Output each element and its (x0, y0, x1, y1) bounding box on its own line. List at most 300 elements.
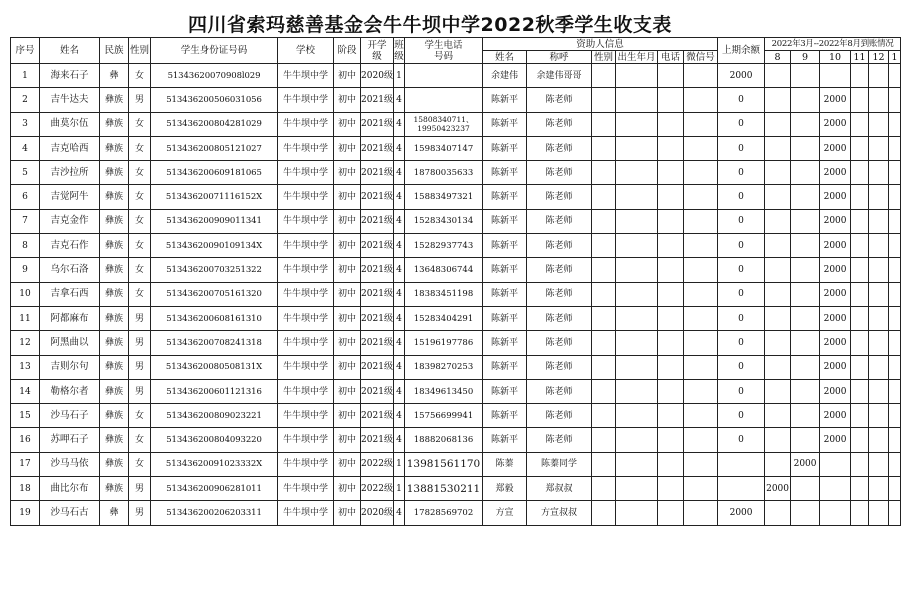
cell-no: 5 (11, 161, 40, 185)
cell-gender: 女 (129, 112, 151, 136)
cell-gender: 女 (129, 185, 151, 209)
cell-balance: 0 (718, 258, 765, 282)
cell-month-1 (889, 136, 901, 160)
cell-sponsor-phone (658, 112, 684, 136)
cell-sponsor-phone (658, 88, 684, 112)
cell-name: 沙马石古 (40, 501, 100, 525)
cell-id-number: 513436200705161320 (151, 282, 278, 306)
cell-month-11 (851, 209, 869, 233)
cell-month-1 (889, 209, 901, 233)
cell-gender: 男 (129, 379, 151, 403)
cell-month-11 (851, 258, 869, 282)
cell-balance (718, 477, 765, 501)
cell-month-11 (851, 379, 869, 403)
cell-sponsor-title: 陈老师 (527, 161, 592, 185)
cell-sponsor-name: 陈新平 (483, 258, 527, 282)
cell-month-1 (889, 306, 901, 330)
cell-month-10: 2000 (820, 161, 851, 185)
cell-entry-year: 2021级 (361, 136, 394, 160)
cell-sponsor-title: 陈老师 (527, 355, 592, 379)
cell-school: 牛牛坝中学 (278, 136, 334, 160)
cell-month-8 (765, 355, 791, 379)
cell-month-10 (820, 501, 851, 525)
table-row (11, 282, 901, 306)
cell-ethnicity: 彝族 (100, 258, 129, 282)
cell-class: 4 (394, 161, 405, 185)
cell-sponsor-gender (592, 404, 616, 428)
cell-stage: 初中 (334, 88, 361, 112)
cell-no: 12 (11, 331, 40, 355)
cell-month-12 (869, 477, 889, 501)
cell-month-9 (791, 258, 820, 282)
cell-class: 4 (394, 88, 405, 112)
col-header-month-12: 12 (869, 51, 889, 64)
col-header-school: 学校 (278, 38, 334, 64)
cell-sponsor-phone (658, 452, 684, 476)
cell-gender: 男 (129, 355, 151, 379)
cell-id-number: 513436200206203311 (151, 501, 278, 525)
cell-no: 10 (11, 282, 40, 306)
table-row (11, 234, 901, 258)
cell-month-1 (889, 88, 901, 112)
cell-entry-year: 2021级 (361, 404, 394, 428)
cell-month-9 (791, 112, 820, 136)
cell-phone: 18780035633 (405, 161, 483, 185)
cell-phone: 15756699941 (405, 404, 483, 428)
cell-sponsor-gender (592, 306, 616, 330)
cell-sponsor-name: 陈新平 (483, 355, 527, 379)
cell-no: 18 (11, 477, 40, 501)
cell-entry-year: 2021级 (361, 258, 394, 282)
cell-entry-year: 2021级 (361, 306, 394, 330)
cell-id-number: 513436200804093220 (151, 428, 278, 452)
table-row (11, 136, 901, 160)
cell-balance: 0 (718, 161, 765, 185)
cell-ethnicity: 彝族 (100, 282, 129, 306)
cell-name: 曲莫尔伍 (40, 112, 100, 136)
cell-sponsor-wechat (684, 136, 718, 160)
cell-sponsor-phone (658, 379, 684, 403)
cell-gender: 女 (129, 452, 151, 476)
cell-phone: 15283430134 (405, 209, 483, 233)
cell-balance: 2000 (718, 64, 765, 88)
cell-month-8 (765, 452, 791, 476)
cell-balance (718, 452, 765, 476)
col-header-month-9: 9 (791, 51, 820, 64)
col-header-month-8: 8 (765, 51, 791, 64)
cell-month-10: 2000 (820, 331, 851, 355)
cell-month-8 (765, 379, 791, 403)
cell-no: 13 (11, 355, 40, 379)
cell-sponsor-name: 陈新平 (483, 428, 527, 452)
table-row (11, 185, 901, 209)
cell-id-number: 51343620070908l029 (151, 64, 278, 88)
cell-sponsor-phone (658, 404, 684, 428)
cell-sponsor-name: 陈新平 (483, 404, 527, 428)
cell-month-9 (791, 355, 820, 379)
cell-sponsor-phone (658, 501, 684, 525)
cell-ethnicity: 彝 (100, 501, 129, 525)
cell-sponsor-birth (616, 112, 658, 136)
cell-class: 4 (394, 234, 405, 258)
cell-sponsor-phone (658, 258, 684, 282)
cell-month-8 (765, 136, 791, 160)
cell-sponsor-birth (616, 452, 658, 476)
cell-ethnicity: 彝族 (100, 355, 129, 379)
table-row (11, 404, 901, 428)
cell-gender: 男 (129, 477, 151, 501)
cell-school: 牛牛坝中学 (278, 501, 334, 525)
cell-sponsor-phone (658, 185, 684, 209)
cell-sponsor-birth (616, 428, 658, 452)
cell-sponsor-wechat (684, 282, 718, 306)
cell-no: 1 (11, 64, 40, 88)
cell-sponsor-title: 方宣叔叔 (527, 501, 592, 525)
cell-entry-year: 2021级 (361, 161, 394, 185)
cell-school: 牛牛坝中学 (278, 88, 334, 112)
cell-month-9 (791, 136, 820, 160)
cell-sponsor-phone (658, 161, 684, 185)
cell-sponsor-name: 陈新平 (483, 379, 527, 403)
cell-school: 牛牛坝中学 (278, 452, 334, 476)
cell-month-11 (851, 452, 869, 476)
cell-month-10: 2000 (820, 209, 851, 233)
cell-ethnicity: 彝族 (100, 234, 129, 258)
cell-sponsor-gender (592, 258, 616, 282)
col-header-ethnicity: 民族 (100, 38, 129, 64)
cell-sponsor-birth (616, 379, 658, 403)
cell-name: 吉克金作 (40, 209, 100, 233)
cell-class: 1 (394, 477, 405, 501)
cell-name: 吉觉阿牛 (40, 185, 100, 209)
cell-ethnicity: 彝族 (100, 136, 129, 160)
cell-sponsor-gender (592, 112, 616, 136)
cell-month-10: 2000 (820, 88, 851, 112)
cell-id-number: 513436200805121027 (151, 136, 278, 160)
cell-school: 牛牛坝中学 (278, 331, 334, 355)
cell-no: 16 (11, 428, 40, 452)
cell-month-11 (851, 306, 869, 330)
cell-phone: 18882068136 (405, 428, 483, 452)
header-row-top (11, 38, 901, 51)
cell-balance: 0 (718, 234, 765, 258)
cell-id-number: 51343620071116152X (151, 185, 278, 209)
cell-month-11 (851, 88, 869, 112)
cell-stage: 初中 (334, 428, 361, 452)
cell-month-8 (765, 428, 791, 452)
table-row (11, 258, 901, 282)
cell-sponsor-title: 陈蓁同学 (527, 452, 592, 476)
table-row (11, 331, 901, 355)
cell-sponsor-wechat (684, 306, 718, 330)
cell-month-8 (765, 161, 791, 185)
cell-sponsor-birth (616, 355, 658, 379)
cell-month-8 (765, 501, 791, 525)
cell-sponsor-birth (616, 258, 658, 282)
cell-sponsor-gender (592, 136, 616, 160)
cell-class: 1 (394, 452, 405, 476)
cell-phone: 15196197786 (405, 331, 483, 355)
cell-no: 3 (11, 112, 40, 136)
col-header-sponsor-title: 称呼 (527, 51, 592, 64)
cell-phone: 15282937743 (405, 234, 483, 258)
cell-month-8 (765, 258, 791, 282)
cell-entry-year: 2021级 (361, 88, 394, 112)
cell-class: 4 (394, 355, 405, 379)
cell-id-number: 513436200804281029 (151, 112, 278, 136)
cell-stage: 初中 (334, 64, 361, 88)
cell-no: 4 (11, 136, 40, 160)
cell-sponsor-title: 陈老师 (527, 331, 592, 355)
cell-name: 阿都麻布 (40, 306, 100, 330)
table-row (11, 379, 901, 403)
cell-entry-year: 2021级 (361, 209, 394, 233)
cell-id-number: 51343620080508131X (151, 355, 278, 379)
cell-class: 4 (394, 428, 405, 452)
cell-sponsor-title: 陈老师 (527, 282, 592, 306)
cell-month-12 (869, 234, 889, 258)
cell-sponsor-phone (658, 282, 684, 306)
cell-sponsor-name: 陈新平 (483, 185, 527, 209)
cell-ethnicity: 彝族 (100, 452, 129, 476)
cell-school: 牛牛坝中学 (278, 355, 334, 379)
cell-name: 吉克哈西 (40, 136, 100, 160)
col-header-gender: 性别 (129, 38, 151, 64)
cell-month-8 (765, 112, 791, 136)
cell-school: 牛牛坝中学 (278, 258, 334, 282)
cell-id-number: 513436200506031056 (151, 88, 278, 112)
col-header-entry: 开学级 (361, 38, 394, 64)
cell-phone (405, 64, 483, 88)
cell-month-8 (765, 185, 791, 209)
cell-sponsor-phone (658, 136, 684, 160)
cell-month-9 (791, 88, 820, 112)
cell-entry-year: 2022级 (361, 452, 394, 476)
cell-month-8 (765, 64, 791, 88)
cell-gender: 女 (129, 161, 151, 185)
cell-sponsor-gender (592, 331, 616, 355)
cell-id-number: 513436200608161310 (151, 306, 278, 330)
col-header-sponsor-phone: 电话 (658, 51, 684, 64)
cell-month-12 (869, 161, 889, 185)
cell-month-8: 2000 (765, 477, 791, 501)
table-row (11, 209, 901, 233)
cell-month-8 (765, 306, 791, 330)
cell-month-9 (791, 161, 820, 185)
cell-class: 4 (394, 112, 405, 136)
cell-month-1 (889, 258, 901, 282)
cell-month-11 (851, 185, 869, 209)
cell-month-9 (791, 404, 820, 428)
cell-sponsor-gender (592, 428, 616, 452)
cell-no: 15 (11, 404, 40, 428)
cell-sponsor-phone (658, 209, 684, 233)
cell-sponsor-gender (592, 355, 616, 379)
cell-id-number: 51343620091023332X (151, 452, 278, 476)
cell-entry-year: 2021级 (361, 428, 394, 452)
cell-sponsor-wechat (684, 209, 718, 233)
cell-sponsor-gender (592, 209, 616, 233)
cell-entry-year: 2020级 (361, 64, 394, 88)
cell-month-10: 2000 (820, 428, 851, 452)
cell-id-number: 513436200609181065 (151, 161, 278, 185)
cell-class: 4 (394, 306, 405, 330)
cell-stage: 初中 (334, 477, 361, 501)
cell-sponsor-gender (592, 477, 616, 501)
col-header-id: 学生身份证号码 (151, 38, 278, 64)
cell-stage: 初中 (334, 112, 361, 136)
cell-sponsor-wechat (684, 161, 718, 185)
cell-sponsor-name: 方宣 (483, 501, 527, 525)
cell-sponsor-phone (658, 355, 684, 379)
cell-sponsor-title: 陈老师 (527, 136, 592, 160)
col-header-period: 2022年3月--2022年8月到账情况 (765, 38, 901, 51)
cell-balance: 0 (718, 282, 765, 306)
col-header-sponsor-group: 资助人信息 (483, 38, 718, 51)
cell-month-9 (791, 331, 820, 355)
cell-name: 吉牛达夫 (40, 88, 100, 112)
cell-phone: 15808340711、19950423237 (405, 112, 483, 136)
cell-school: 牛牛坝中学 (278, 477, 334, 501)
cell-stage: 初中 (334, 331, 361, 355)
cell-month-11 (851, 404, 869, 428)
cell-sponsor-gender (592, 88, 616, 112)
cell-month-11 (851, 136, 869, 160)
cell-month-10: 2000 (820, 355, 851, 379)
cell-sponsor-title: 陈老师 (527, 258, 592, 282)
cell-sponsor-birth (616, 209, 658, 233)
cell-month-11 (851, 64, 869, 88)
cell-stage: 初中 (334, 136, 361, 160)
cell-sponsor-gender (592, 452, 616, 476)
cell-month-12 (869, 258, 889, 282)
cell-entry-year: 2022级 (361, 477, 394, 501)
table-row (11, 88, 901, 112)
cell-phone: 17828569702 (405, 501, 483, 525)
cell-balance: 0 (718, 379, 765, 403)
cell-name: 吉拿石西 (40, 282, 100, 306)
col-header-name: 姓名 (40, 38, 100, 64)
cell-class: 4 (394, 331, 405, 355)
cell-sponsor-wechat (684, 331, 718, 355)
cell-sponsor-title: 陈老师 (527, 209, 592, 233)
cell-sponsor-gender (592, 282, 616, 306)
cell-entry-year: 2021级 (361, 331, 394, 355)
cell-gender: 女 (129, 428, 151, 452)
cell-month-10: 2000 (820, 282, 851, 306)
cell-gender: 女 (129, 234, 151, 258)
cell-month-12 (869, 355, 889, 379)
cell-balance: 0 (718, 185, 765, 209)
cell-sponsor-phone (658, 477, 684, 501)
cell-ethnicity: 彝族 (100, 209, 129, 233)
cell-month-12 (869, 404, 889, 428)
cell-school: 牛牛坝中学 (278, 64, 334, 88)
cell-stage: 初中 (334, 404, 361, 428)
cell-sponsor-name: 陈蓁 (483, 452, 527, 476)
cell-month-10: 2000 (820, 306, 851, 330)
cell-gender: 女 (129, 404, 151, 428)
cell-no: 6 (11, 185, 40, 209)
cell-id-number: 513436200909011341 (151, 209, 278, 233)
cell-sponsor-wechat (684, 428, 718, 452)
cell-sponsor-gender (592, 64, 616, 88)
cell-balance: 2000 (718, 501, 765, 525)
cell-class: 4 (394, 404, 405, 428)
cell-gender: 女 (129, 209, 151, 233)
cell-sponsor-name: 陈新平 (483, 331, 527, 355)
table-row (11, 112, 901, 136)
cell-sponsor-name: 余建伟 (483, 64, 527, 88)
col-header-sponsor-birth: 出生年月 (617, 51, 656, 63)
cell-stage: 初中 (334, 258, 361, 282)
cell-sponsor-birth (616, 477, 658, 501)
cell-ethnicity: 彝族 (100, 331, 129, 355)
cell-ethnicity: 彝族 (100, 88, 129, 112)
cell-month-1 (889, 428, 901, 452)
cell-month-11 (851, 112, 869, 136)
cell-month-9 (791, 477, 820, 501)
cell-sponsor-wechat (684, 404, 718, 428)
cell-sponsor-wechat (684, 64, 718, 88)
cell-month-10: 2000 (820, 379, 851, 403)
cell-no: 17 (11, 452, 40, 476)
cell-balance: 0 (718, 306, 765, 330)
cell-month-11 (851, 161, 869, 185)
cell-month-12 (869, 501, 889, 525)
cell-month-10 (820, 64, 851, 88)
cell-sponsor-birth (616, 136, 658, 160)
ledger-body (11, 64, 901, 526)
cell-balance: 0 (718, 428, 765, 452)
cell-sponsor-title: 陈老师 (527, 404, 592, 428)
table-row (11, 161, 901, 185)
cell-phone: 18398270253 (405, 355, 483, 379)
cell-entry-year: 2021级 (361, 282, 394, 306)
cell-month-12 (869, 112, 889, 136)
cell-no: 14 (11, 379, 40, 403)
cell-sponsor-birth (616, 88, 658, 112)
cell-sponsor-birth (616, 234, 658, 258)
student-ledger-table (10, 37, 901, 526)
cell-sponsor-title: 陈老师 (527, 185, 592, 209)
cell-gender: 女 (129, 282, 151, 306)
cell-sponsor-title: 陈老师 (527, 306, 592, 330)
cell-month-1 (889, 379, 901, 403)
col-header-balance: 上期余额 (718, 38, 765, 64)
cell-ethnicity: 彝族 (100, 379, 129, 403)
cell-sponsor-name: 陈新平 (483, 234, 527, 258)
cell-ethnicity: 彝族 (100, 161, 129, 185)
cell-school: 牛牛坝中学 (278, 209, 334, 233)
cell-sponsor-birth (616, 185, 658, 209)
cell-sponsor-phone (658, 64, 684, 88)
cell-phone (405, 88, 483, 112)
table-row (11, 428, 901, 452)
cell-name: 沙马石子 (40, 404, 100, 428)
cell-month-8 (765, 282, 791, 306)
cell-gender: 女 (129, 64, 151, 88)
cell-balance: 0 (718, 88, 765, 112)
cell-month-8 (765, 234, 791, 258)
cell-sponsor-title: 陈老师 (527, 112, 592, 136)
cell-no: 9 (11, 258, 40, 282)
cell-no: 19 (11, 501, 40, 525)
cell-month-1 (889, 501, 901, 525)
cell-name: 吉克石作 (40, 234, 100, 258)
cell-ethnicity: 彝族 (100, 112, 129, 136)
table-row (11, 306, 901, 330)
